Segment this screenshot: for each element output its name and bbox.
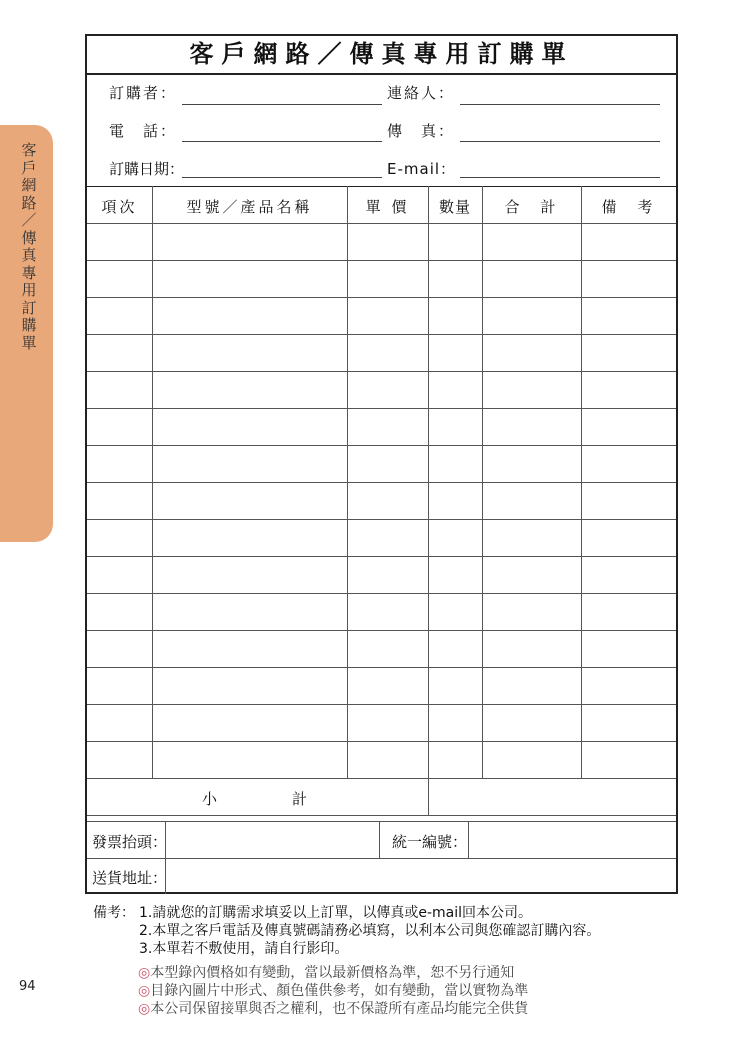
table-cell[interactable] [429, 335, 481, 370]
table-cell[interactable] [483, 594, 580, 629]
table-cell[interactable] [153, 224, 346, 259]
table-cell[interactable] [153, 261, 346, 296]
table-cell[interactable] [88, 446, 151, 481]
order-table [87, 186, 676, 813]
table-cell[interactable] [483, 631, 580, 666]
table-cell[interactable] [483, 261, 580, 296]
page-number: 94 [19, 979, 36, 994]
table-top-border [87, 186, 676, 187]
order-date-label: 訂購日期： [109, 160, 185, 178]
table-cell[interactable] [153, 446, 346, 481]
table-cell[interactable] [429, 705, 481, 740]
table-cell[interactable] [153, 594, 346, 629]
remark-2 [138, 980, 528, 1000]
table-cell[interactable] [348, 520, 427, 555]
table-cell[interactable] [582, 298, 675, 333]
notes-label: 備考： [93, 905, 135, 921]
table-cell[interactable] [88, 631, 151, 666]
table-cell[interactable] [483, 557, 580, 592]
phone-field[interactable] [182, 141, 382, 142]
table-cell[interactable] [88, 742, 151, 777]
side-tab-label: 客戶網路／傳真專用訂購單 [21, 141, 37, 352]
table-cell[interactable] [483, 668, 580, 703]
remark-bullet-icon: ◎ [138, 983, 151, 999]
table-cell[interactable] [483, 705, 580, 740]
remark-text: 目錄內圖片中形式、顏色僅供參考，如有變動，當以實物為準 [150, 983, 529, 999]
table-cell[interactable] [348, 557, 427, 592]
invoice-title-label: 發票抬頭： [92, 833, 168, 851]
table-cell[interactable] [429, 224, 481, 259]
table-cell[interactable] [153, 520, 346, 555]
table-cell[interactable] [153, 483, 346, 518]
invoice-top-border [87, 821, 676, 822]
table-cell[interactable] [483, 483, 580, 518]
header-unit-price: 單 價 [365, 198, 410, 216]
table-cell[interactable] [429, 298, 481, 333]
table-cell[interactable] [348, 594, 427, 629]
form-title: 客戶網路／傳真專用訂購單 [87, 36, 676, 75]
table-cell[interactable] [153, 335, 346, 370]
table-cell[interactable] [483, 520, 580, 555]
table-cell[interactable] [88, 335, 151, 370]
subtotal-label-2: 計 [292, 790, 308, 808]
table-cell[interactable] [582, 594, 675, 629]
tax-id-right-divider [468, 821, 469, 858]
table-cell[interactable] [483, 224, 580, 259]
table-cell[interactable] [582, 409, 675, 444]
table-cell[interactable] [153, 705, 346, 740]
email-label: E-mail： [387, 160, 457, 178]
table-cell[interactable] [483, 446, 580, 481]
table-cell[interactable] [483, 298, 580, 333]
remark-text: 本公司保留接單與否之權利，也不保證所有產品均能完全供貨 [150, 1001, 529, 1017]
table-cell[interactable] [153, 557, 346, 592]
orderer-field[interactable] [182, 104, 382, 105]
subtotal-divider [428, 778, 429, 815]
remark-text: 本型錄內價格如有變動，當以最新價格為準，恕不另行通知 [150, 965, 515, 981]
table-cell[interactable] [483, 372, 580, 407]
table-cell[interactable] [582, 705, 675, 740]
table-cell[interactable] [582, 557, 675, 592]
table-cell[interactable] [348, 668, 427, 703]
table-cell[interactable] [582, 446, 675, 481]
order-date-field[interactable] [182, 177, 382, 178]
table-cell[interactable] [429, 409, 481, 444]
table-cell[interactable] [88, 224, 151, 259]
table-cell[interactable] [153, 631, 346, 666]
email-field[interactable] [460, 177, 660, 178]
table-cell[interactable] [429, 446, 481, 481]
table-cell[interactable] [348, 409, 427, 444]
table-cell[interactable] [153, 409, 346, 444]
remark-bullet-icon: ◎ [138, 965, 151, 981]
table-cell[interactable] [483, 335, 580, 370]
table-cell[interactable] [88, 298, 151, 333]
contact-field[interactable] [460, 104, 660, 105]
table-cell[interactable] [88, 594, 151, 629]
table-cell[interactable] [88, 261, 151, 296]
table-row-line [87, 778, 676, 779]
table-cell[interactable] [348, 631, 427, 666]
header-remarks: 備 考 [601, 198, 656, 216]
address-top-border [87, 858, 676, 859]
order-form [85, 34, 678, 894]
remark-3 [138, 998, 528, 1018]
table-cell[interactable] [429, 372, 481, 407]
table-cell[interactable] [582, 224, 675, 259]
table-cell[interactable] [348, 483, 427, 518]
subtotal-label-1: 小 [202, 790, 218, 808]
table-cell[interactable] [429, 631, 481, 666]
remark-bullet-icon: ◎ [138, 1001, 151, 1017]
table-cell[interactable] [582, 668, 675, 703]
subtotal-bottom-line [87, 815, 676, 816]
table-cell[interactable] [582, 742, 675, 777]
table-cell[interactable] [348, 705, 427, 740]
tax-id-left-divider [379, 821, 380, 858]
table-cell[interactable] [429, 557, 481, 592]
note-item-1: 1.請就您的訂購需求填妥以上訂單，以傳真或e-mail回本公司。 [139, 905, 533, 921]
table-cell[interactable] [429, 483, 481, 518]
header-quantity: 數量 [438, 198, 471, 216]
table-cell[interactable] [153, 742, 346, 777]
table-cell[interactable] [429, 594, 481, 629]
table-cell[interactable] [88, 520, 151, 555]
note-item-2: 2.本單之客戶電話及傳真號碼請務必填寫，以利本公司與您確認訂購內容。 [139, 923, 601, 939]
fax-label: 傳 真： [387, 122, 456, 140]
table-cell[interactable] [153, 372, 346, 407]
table-cell[interactable] [153, 298, 346, 333]
contact-label: 連絡人： [387, 84, 456, 102]
orderer-label: 訂購者： [109, 84, 178, 102]
header-total: 合 計 [504, 198, 559, 216]
table-cell[interactable] [582, 631, 675, 666]
table-cell[interactable] [582, 483, 675, 518]
table-cell[interactable] [429, 261, 481, 296]
note-item-3: 3.本單若不敷使用，請自行影印。 [139, 941, 349, 957]
table-cell[interactable] [348, 261, 427, 296]
table-cell[interactable] [348, 372, 427, 407]
table-cell[interactable] [348, 298, 427, 333]
fax-field[interactable] [460, 141, 660, 142]
address-label: 送貨地址： [92, 869, 168, 887]
header-item-no: 項次 [101, 198, 138, 216]
table-cell[interactable] [348, 446, 427, 481]
table-cell[interactable] [348, 224, 427, 259]
table-cell[interactable] [429, 668, 481, 703]
table-cell[interactable] [582, 372, 675, 407]
table-cell[interactable] [429, 520, 481, 555]
table-cell[interactable] [88, 668, 151, 703]
table-cell[interactable] [153, 668, 346, 703]
table-cell[interactable] [88, 372, 151, 407]
table-cell[interactable] [582, 261, 675, 296]
remark-1 [138, 962, 514, 982]
table-cell[interactable] [88, 705, 151, 740]
table-cell[interactable] [88, 409, 151, 444]
table-cell[interactable] [582, 335, 675, 370]
header-product-name: 型號／產品名稱 [186, 198, 313, 216]
phone-label: 電 話： [109, 122, 178, 140]
table-cell[interactable] [348, 742, 427, 777]
table-cell[interactable] [88, 557, 151, 592]
table-cell[interactable] [429, 742, 481, 777]
table-cell[interactable] [88, 483, 151, 518]
table-cell[interactable] [582, 520, 675, 555]
table-cell[interactable] [483, 409, 580, 444]
table-cell[interactable] [483, 742, 580, 777]
tax-id-label: 統一編號： [392, 833, 468, 851]
table-cell[interactable] [348, 335, 427, 370]
